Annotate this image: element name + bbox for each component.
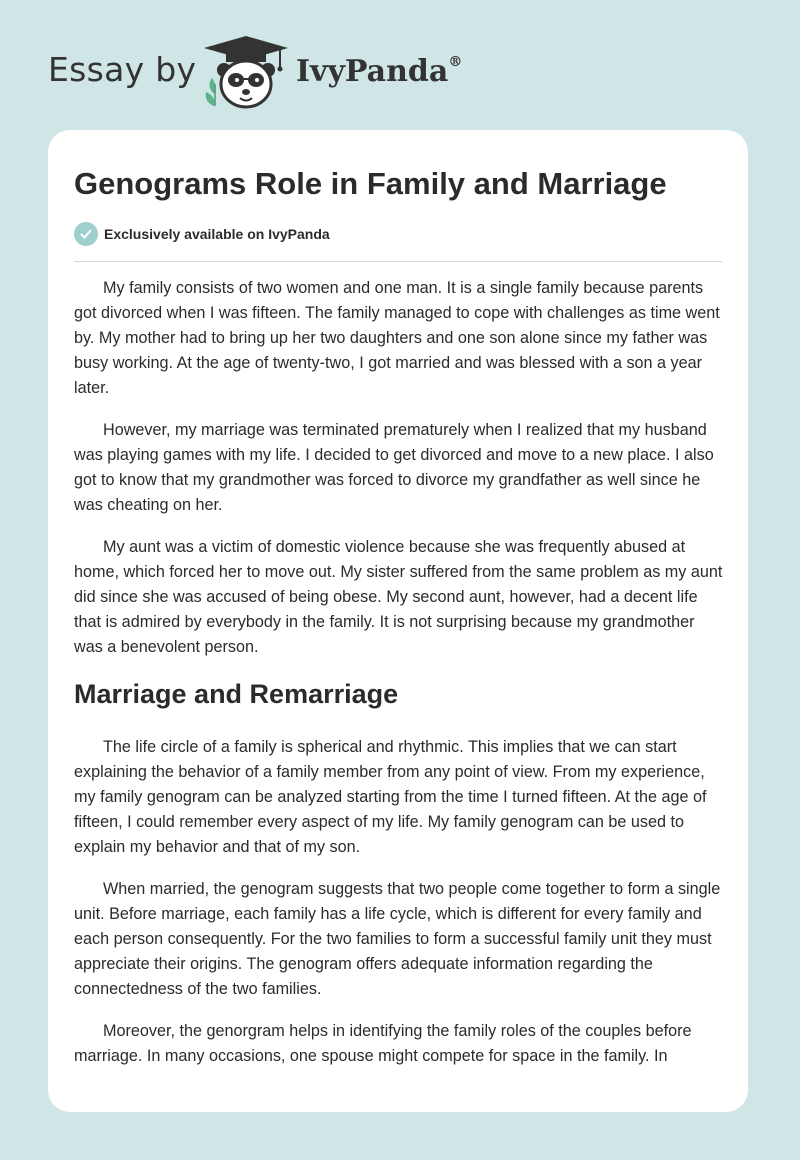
essay-card — [48, 130, 748, 1112]
brand-name[interactable] — [296, 54, 462, 89]
checkmark-icon — [74, 222, 98, 246]
exclusive-badge-text: Exclusively available on IvyPanda — [104, 226, 330, 242]
ivypanda-logo-icon[interactable] — [200, 34, 292, 110]
paragraph: The life circle of a family is spherical and rhythmic. This implies that we can start explaining the behavior of a family member from any point of view. From my experience, my family genogram can be analyzed starting from the time I turned fifteen. At the age of fifteen, I could remember every aspect of my life. My family genogram can be used to explain my behavior and that of my son. — [74, 738, 707, 856]
paragraph: Moreover, the genorgram helps in identifying the family roles of the couples before marriage. In many occasions, one spouse might compete for space in the family. In — [74, 1022, 692, 1065]
paragraph: However, my marriage was terminated prematurely when I realized that my husband was playing games with my life. I decided to get divorced and move to a new place. I also got to know that my grandmother was forced to divorce my grandfather as well since he was cheating on her. — [74, 421, 714, 514]
divider — [74, 261, 722, 262]
paragraph: My aunt was a victim of domestic violence because she was frequently abused at home, which forced her to move out. My sister suffered from the same problem as my aunt did since she was accused of being obese. My second aunt, however, had a decent life that is admired by everybody in the family. It is not surprising because my grandmother was a benevolent person. — [74, 538, 723, 656]
page-title: Genograms Role in Family and Marriage — [74, 166, 667, 201]
paragraph: When married, the genogram suggests that two people come together to form a single unit. Before marriage, each family has a life cycle, which is different for every family and each person consequently. For the two families to form a successful family unit they must appreciate their origins. The genogram offers adequate information regarding the connectedness of the two families. — [74, 880, 721, 998]
exclusive-badge — [74, 222, 330, 246]
brand-label: IvyPanda — [296, 54, 449, 89]
paragraph: My family consists of two women and one man. It is a single family because parents got divorced when I was fifteen. The family managed to cope with challenges as time went by. My mother had to bring up her two daughters and one son alone since my father was busy working. At the age of twenty-two, I got married and was blessed with a son a year later. — [74, 279, 720, 397]
section-heading: Marriage and Remarriage — [74, 679, 399, 709]
site-header — [0, 0, 800, 130]
registered-mark: ® — [448, 54, 463, 70]
essay-body — [74, 276, 726, 1086]
essay-by-label: Essay by — [48, 50, 197, 89]
